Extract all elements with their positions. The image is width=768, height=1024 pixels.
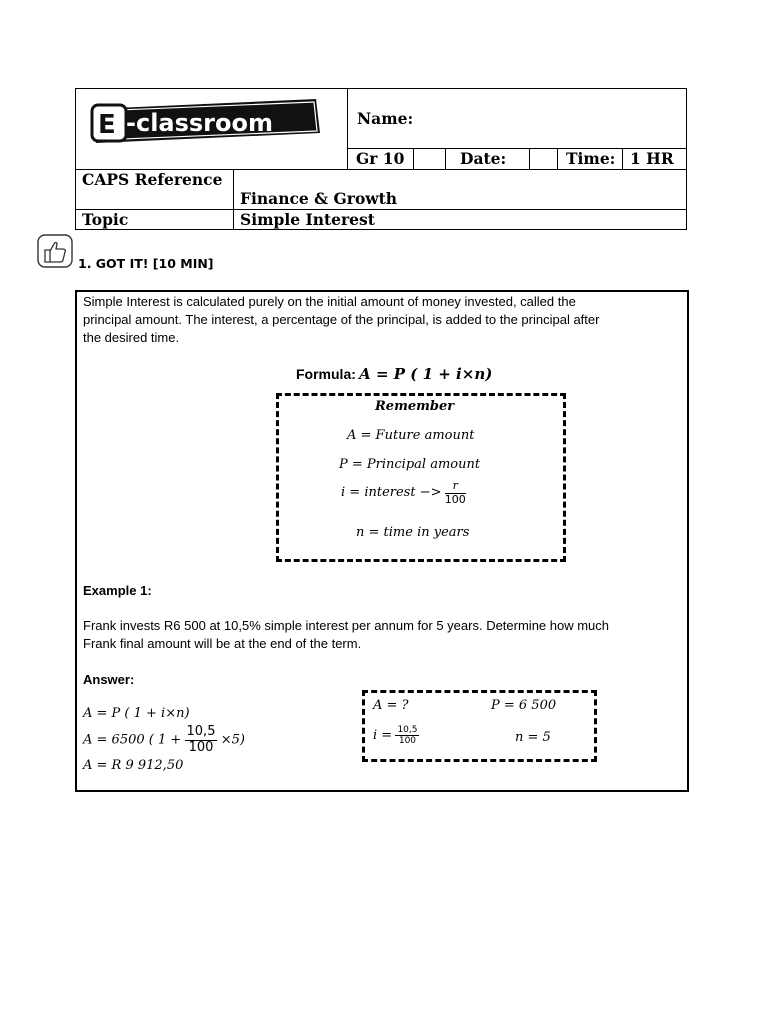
header-table bbox=[75, 88, 687, 230]
answer-step-2-numerator: 10,5 bbox=[186, 724, 216, 739]
answer-step-2-post: ×5) bbox=[220, 732, 245, 748]
answer-step-2-pre: A = 6500 ( 1 + bbox=[83, 732, 182, 748]
remember-n: n = time in years bbox=[356, 525, 470, 540]
caps-value: Finance & Growth bbox=[240, 189, 398, 208]
example-line-1: Frank invests R6 500 at 10,5% simple interest per annum for 5 years. Determine how much bbox=[83, 618, 610, 633]
intro-line-3: the desired time. bbox=[83, 330, 180, 345]
topic-label: Topic bbox=[82, 210, 129, 229]
remember-i-text: i = interest −> bbox=[341, 485, 442, 501]
formula-expression: A = P ( 1 + i×n) bbox=[359, 365, 493, 383]
given-a: A = ? bbox=[373, 698, 409, 713]
name-label: Name: bbox=[357, 109, 414, 128]
given-p: P = 6 500 bbox=[491, 698, 557, 713]
section-title: 1. GOT IT! [10 MIN] bbox=[78, 256, 214, 271]
remember-box bbox=[276, 393, 566, 562]
date-label: Date: bbox=[460, 149, 507, 168]
answer-label: Answer: bbox=[83, 672, 135, 687]
given-i bbox=[373, 725, 419, 747]
example-line-2: Frank final amount will be at the end of the term. bbox=[83, 636, 362, 651]
grade-label: Gr 10 bbox=[356, 149, 405, 168]
thumbs-up-icon bbox=[37, 234, 73, 268]
given-n: n = 5 bbox=[515, 730, 551, 745]
remember-p: P = Principal amount bbox=[339, 457, 481, 472]
grade-blank-cell bbox=[413, 148, 446, 170]
answer-step-2-fraction bbox=[185, 725, 218, 756]
remember-i bbox=[341, 480, 466, 506]
time-value: 1 HR bbox=[630, 149, 674, 168]
given-i-text: i = bbox=[373, 727, 393, 743]
given-i-fraction bbox=[395, 725, 419, 747]
svg-text:E: E bbox=[98, 110, 116, 140]
intro-line-1: Simple Interest is calculated purely on the initial amount of money invested, called the bbox=[83, 294, 576, 309]
formula-label: Formula: bbox=[296, 366, 356, 382]
example-title: Example 1: bbox=[83, 583, 152, 598]
intro-line-2: principal amount. The interest, a percentage of the principal, is added to the principal after bbox=[83, 312, 600, 327]
given-i-numerator: 10,5 bbox=[397, 725, 418, 735]
remember-a: A = Future amount bbox=[347, 428, 475, 443]
date-blank-cell bbox=[529, 148, 558, 170]
remember-title: Remember bbox=[375, 399, 455, 414]
topic-value: Simple Interest bbox=[240, 210, 375, 229]
logo-cell bbox=[75, 88, 348, 170]
answer-step-2-denominator: 100 bbox=[188, 739, 214, 755]
answer-step-1: A = P ( 1 + i×n) bbox=[83, 706, 190, 721]
answer-step-2 bbox=[83, 725, 245, 756]
e-classroom-logo bbox=[88, 95, 324, 147]
caps-label: CAPS Reference bbox=[82, 170, 223, 189]
remember-i-fraction bbox=[445, 480, 466, 506]
remember-i-denominator: 100 bbox=[444, 492, 466, 506]
given-values-box bbox=[362, 690, 597, 762]
given-i-denominator: 100 bbox=[398, 736, 417, 747]
logo-text: -classroom bbox=[126, 109, 273, 137]
content-box bbox=[75, 290, 689, 792]
time-label: Time: bbox=[566, 149, 616, 168]
remember-i-numerator: r bbox=[445, 480, 466, 494]
answer-step-3: A = R 9 912,50 bbox=[83, 758, 184, 773]
formula bbox=[296, 365, 492, 383]
